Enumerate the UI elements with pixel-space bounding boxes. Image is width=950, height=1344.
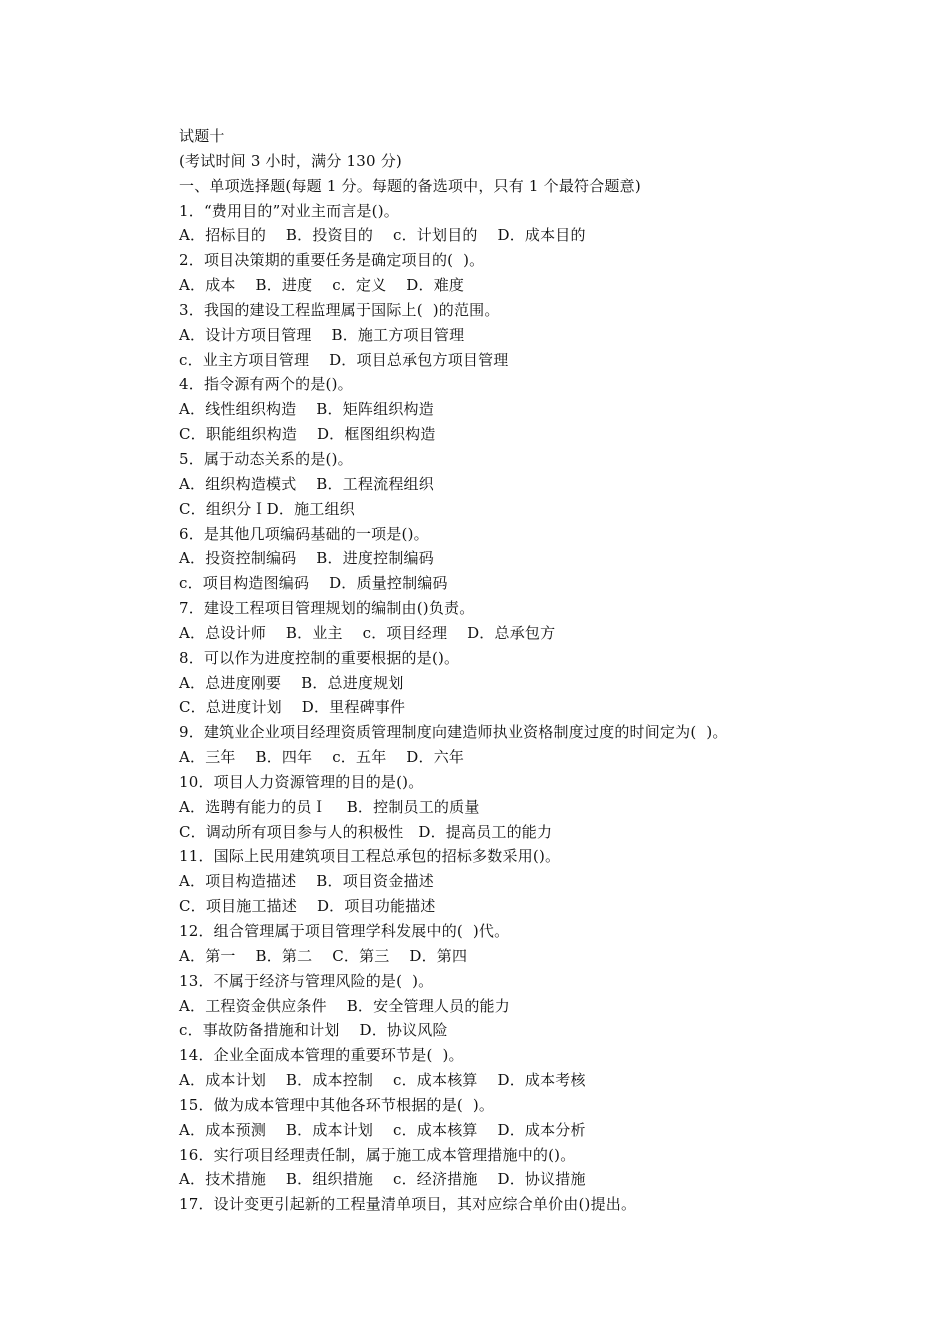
question-9: 9．建筑业企业项目经理资质管理制度向建造师执业资格制度过度的时间定为( )。 [179,723,728,742]
question-13: 13．不属于经济与管理风险的是( )。 [179,971,434,990]
section-heading: 一、单项选择题(每题 1 分。每题的备选项中，只有 1 个最符合题意) [179,176,641,195]
question-11: 11．国际上民用建筑项目工程总承包的招标多数采用()。 [179,847,561,866]
options-6-row-1: A．投资控制编码 B．进度控制编码 [179,549,434,568]
options-15: A．成本预测 B．成本计划 c．成本核算 D．成本分析 [179,1120,586,1139]
options-8-row-1: A．总进度刚要 B．总进度规划 [179,673,404,692]
options-13-row-1: A．工程资金供应条件 B．安全管理人员的能力 [179,996,510,1015]
question-12: 12．组合管理属于项目管理学科发展中的( )代。 [179,922,510,940]
exam-document [179,124,919,1217]
question-15: 15．做为成本管理中其他各环节根据的是( )。 [179,1095,495,1114]
question-3: 3．我国的建设工程监理属于国际上( )的范围。 [179,300,500,319]
question-4: 4．指令源有两个的是()。 [179,375,353,394]
options-3-row-2: c．业主方项目管理 D．项目总承包方项目管理 [179,350,509,369]
options-12: A．第一 B．第二 C．第三 D．第四 [179,946,468,965]
options-16: A．技术措施 B．组织措施 c．经济措施 D．协议措施 [179,1170,586,1189]
options-2: A．成本 B．进度 c．定义 D．难度 [179,276,465,295]
options-3-row-1: A．设计方项目管理 B．施工方项目管理 [179,325,465,344]
options-13-row-2: c．事故防备措施和计划 D．协议风险 [179,1021,448,1040]
options-4-row-1: A．线性组织构造 B．矩阵组织构造 [179,400,434,419]
question-14: 14．企业全面成本管理的重要环节是( )。 [179,1046,464,1065]
options-6-row-2: c．项目构造图编码 D．质量控制编码 [179,574,448,593]
options-8-row-2: C．总进度计划 D．里程碑事件 [179,698,406,717]
options-4-row-2: C．职能组织构造 D．框图组织构造 [179,425,436,444]
options-1: A．招标目的 B．投资目的 c．计划目的 D．成本目的 [179,226,586,245]
options-7: A．总设计师 B．业主 c．项目经理 D．总承包方 [179,623,556,642]
question-17: 17．设计变更引起新的工程量清单项目，其对应综合单价由()提出。 [179,1195,637,1214]
question-16: 16．实行项目经理责任制，属于施工成本管理措施中的()。 [179,1145,576,1164]
question-1: 1．“费用目的”对业主而言是()。 [179,201,399,220]
options-10-row-2: C．调动所有项目参与人的积极性 D．提高员工的能力 [179,822,553,841]
question-6: 6．是其他几项编码基础的一项是()。 [179,524,429,543]
options-11-row-1: A．项目构造描述 B．项目资金描述 [179,872,434,891]
options-9: A．三年 B．四年 c．五年 D．六年 [179,748,465,767]
exam-title: 试题十 [179,127,225,145]
options-14: A．成本计划 B．成本控制 c．成本核算 D．成本考核 [179,1071,586,1090]
question-7: 7．建设工程项目管理规划的编制由()负责。 [179,599,475,618]
options-5-row-1: A．组织构造模式 B．工程流程组织 [179,474,434,493]
options-10-row-1: A．选聘有能力的员Ｉ B．控制员工的质量 [179,797,480,816]
options-11-row-2: C．项目施工描述 D．项目功能描述 [179,897,436,916]
options-5-row-2: C．组织分ＩD．施工组织 [179,499,355,518]
question-5: 5．属于动态关系的是()。 [179,449,353,468]
question-8: 8．可以作为进度控制的重要根据的是()。 [179,648,460,667]
question-10: 10．项目人力资源管理的目的是()。 [179,772,424,791]
question-2: 2．项目决策期的重要任务是确定项目的( )。 [179,251,485,270]
exam-subtitle: (考试时间 3 小时，满分 130 分) [179,151,402,170]
